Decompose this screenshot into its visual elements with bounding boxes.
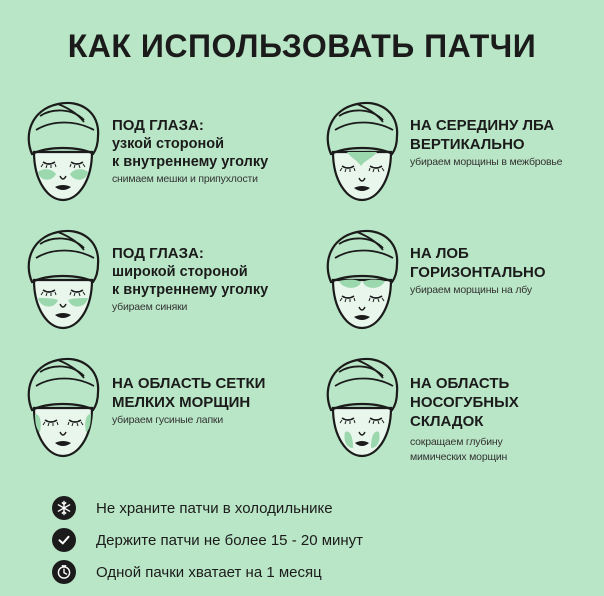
instruction-line: МЕЛКИХ МОРЩИН bbox=[112, 394, 251, 411]
instruction-line: НОСОГУБНЫХ bbox=[410, 394, 519, 411]
instruction-line: СКЛАДОК bbox=[410, 413, 484, 430]
instruction-6 bbox=[410, 374, 519, 464]
instruction-title: НА ОБЛАСТЬ СЕТКИ bbox=[112, 375, 266, 392]
instruction-line: ГОРИЗОНТАЛЬНО bbox=[410, 264, 546, 281]
face-illustration bbox=[317, 224, 407, 334]
tip-duration bbox=[52, 528, 363, 552]
tip-text: Одной пачки хватает на 1 месяц bbox=[96, 563, 322, 581]
instruction-benefit: убираем гусиные лапки bbox=[112, 414, 223, 426]
face-illustration bbox=[18, 96, 108, 206]
instruction-line: к внутреннему уголку bbox=[112, 282, 269, 298]
tip-text: Не храните патчи в холодильнике bbox=[96, 499, 333, 517]
tip-text: Держите патчи не более 15 - 20 минут bbox=[96, 531, 364, 549]
instruction-line: ВЕРТИКАЛЬНО bbox=[410, 136, 525, 153]
instruction-line: к внутреннему уголку bbox=[112, 154, 269, 170]
face-illustration bbox=[317, 96, 407, 206]
face-illustration bbox=[317, 352, 407, 462]
instruction-line: узкой стороной bbox=[112, 136, 225, 152]
instruction-3 bbox=[112, 244, 268, 314]
snowflake-icon bbox=[52, 496, 76, 520]
instruction-benefit: мимических морщин bbox=[410, 451, 508, 463]
instruction-benefit: убираем морщины в межбровье bbox=[410, 156, 563, 168]
instruction-title: ПОД ГЛАЗА: bbox=[112, 117, 204, 134]
instruction-title: НА ЛОБ bbox=[410, 245, 469, 262]
instruction-title: НА ОБЛАСТЬ bbox=[410, 375, 510, 392]
face-illustration bbox=[18, 224, 108, 334]
face-illustration bbox=[18, 352, 108, 462]
instruction-title: НА СЕРЕДИНУ ЛБА bbox=[410, 117, 555, 134]
instruction-2 bbox=[410, 116, 562, 169]
instruction-title: ПОД ГЛАЗА: bbox=[112, 245, 204, 262]
tip-package bbox=[52, 560, 322, 584]
instruction-benefit: убираем морщины на лбу bbox=[410, 284, 532, 296]
tip-storage bbox=[52, 496, 333, 520]
instruction-1 bbox=[112, 116, 268, 186]
instruction-benefit: убираем синяки bbox=[112, 301, 188, 313]
instruction-5 bbox=[112, 374, 265, 427]
instruction-line: широкой стороной bbox=[112, 264, 248, 280]
page-title: КАК ИСПОЛЬЗОВАТЬ ПАТЧИ bbox=[67, 28, 537, 64]
checkmark-icon bbox=[52, 528, 76, 552]
clock-icon bbox=[52, 560, 76, 584]
instruction-4 bbox=[410, 244, 546, 297]
instruction-benefit: сокращаем глубину bbox=[410, 436, 503, 448]
instruction-benefit: снимаем мешки и припухлости bbox=[112, 173, 258, 185]
